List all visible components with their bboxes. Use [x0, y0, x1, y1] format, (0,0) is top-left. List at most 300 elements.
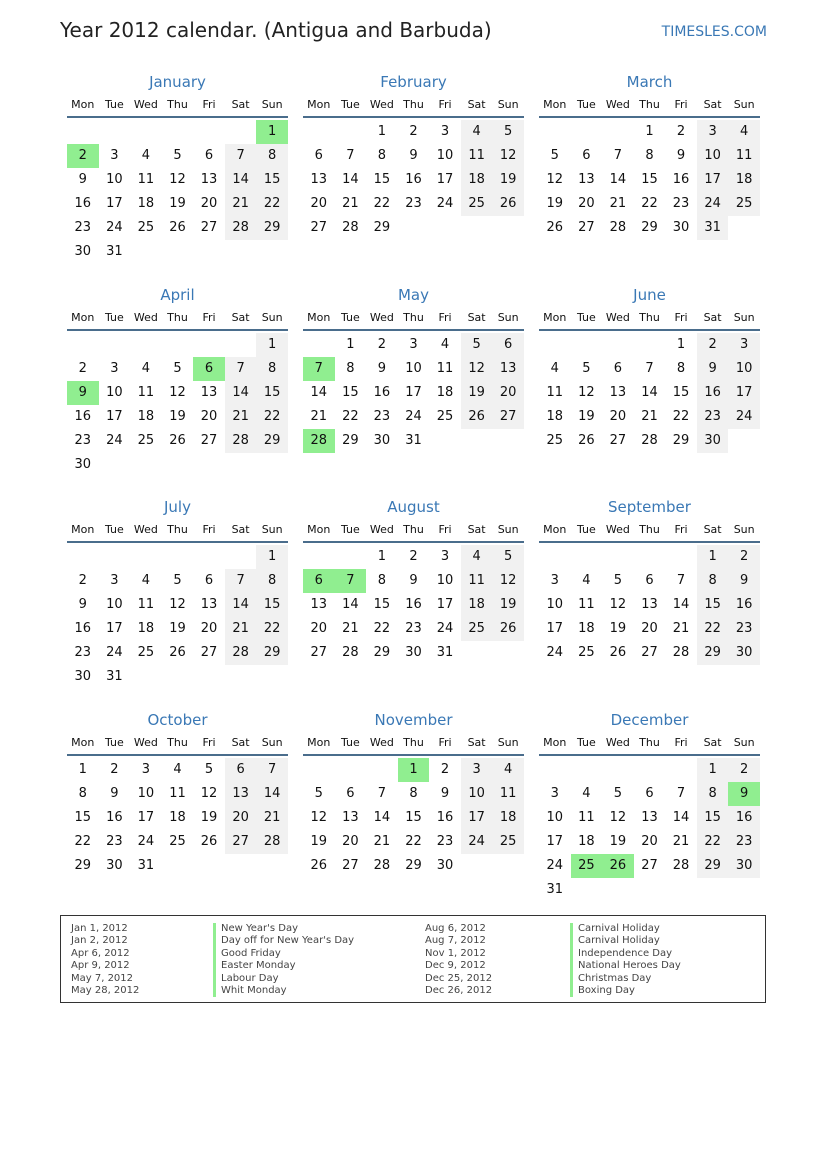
weekday-label: Thu	[639, 523, 660, 536]
day-cell: 13	[641, 597, 658, 612]
weekday-label: Sun	[733, 736, 755, 749]
week-row	[303, 758, 524, 782]
empty-cell	[539, 758, 571, 782]
day-cell: 3	[440, 124, 450, 139]
day-cell: 11	[461, 144, 493, 168]
day-cell: 24	[461, 830, 493, 854]
weekday-label: Fri	[202, 736, 216, 749]
weekday-label: Fri	[674, 523, 688, 536]
empty-cell	[193, 333, 225, 357]
day-cell: 12	[492, 569, 524, 593]
day-cell: 15	[256, 168, 288, 192]
day-cell: 3	[409, 337, 418, 352]
day-cell: 1	[645, 124, 654, 139]
day-cell: 19	[169, 409, 186, 424]
weekday-label: Mon	[307, 523, 331, 536]
day-cell: 6	[303, 569, 335, 593]
day-cell: 7	[676, 786, 686, 801]
empty-cell	[225, 854, 257, 878]
day-cell: 10	[106, 172, 123, 187]
weekday-label: Thu	[403, 311, 424, 324]
week-row	[303, 144, 524, 168]
day-cell: 9	[409, 148, 418, 163]
empty-cell	[303, 758, 335, 782]
day-cell: 31	[106, 669, 123, 684]
day-cell: 6	[582, 148, 591, 163]
weekday-label: Tue	[340, 736, 360, 749]
weekday-header	[67, 519, 288, 543]
day-cell: 28	[225, 216, 257, 240]
weekday-header	[67, 732, 288, 756]
week-row	[539, 758, 760, 782]
month-january	[67, 72, 288, 264]
week-row	[67, 758, 288, 782]
day-cell: 5	[314, 786, 323, 801]
holiday-date: May 7, 2012	[71, 972, 134, 984]
holiday-list	[60, 915, 766, 1003]
day-cell: 30	[672, 220, 690, 235]
empty-cell	[335, 545, 367, 569]
day-cell: 10	[546, 597, 564, 612]
day-cell: 23	[74, 645, 92, 660]
day-cell: 6	[613, 361, 623, 376]
weekday-label: Sun	[733, 311, 755, 324]
day-cell: 31	[546, 882, 564, 897]
weekday-header	[303, 519, 524, 543]
weekday-label: Sun	[261, 311, 283, 324]
day-cell: 22	[74, 834, 92, 849]
day-cell: 8	[377, 148, 387, 163]
weekday-label: Mon	[71, 736, 95, 749]
day-cell: 3	[728, 333, 760, 357]
empty-cell	[366, 758, 398, 782]
day-cell: 18	[169, 810, 186, 825]
day-cell: 28	[609, 220, 627, 235]
empty-cell	[162, 453, 194, 477]
week-row	[67, 545, 288, 569]
holiday-date: Aug 7, 2012	[425, 935, 486, 947]
day-cell: 15	[342, 385, 359, 400]
weekday-label: Thu	[167, 736, 188, 749]
day-cell: 25	[461, 617, 493, 641]
week-row	[539, 357, 760, 381]
day-cell: 28	[342, 220, 359, 235]
day-cell: 23	[373, 409, 391, 424]
weekday-label: Fri	[674, 311, 688, 324]
day-cell: 14	[672, 597, 690, 612]
day-cell: 24	[405, 409, 422, 424]
day-cell: 4	[141, 148, 151, 163]
empty-cell	[492, 641, 524, 665]
weekday-label: Wed	[133, 311, 158, 324]
day-cell: 11	[461, 569, 493, 593]
day-cell: 9	[728, 569, 760, 593]
empty-cell	[602, 120, 634, 144]
week-row	[303, 641, 524, 665]
month-september	[539, 497, 760, 665]
day-cell: 30	[405, 645, 422, 660]
day-cell: 27	[200, 220, 218, 235]
holiday-names-left	[213, 923, 354, 997]
day-cell: 4	[461, 120, 493, 144]
day-cell: 20	[342, 834, 359, 849]
day-cell: 20	[609, 409, 627, 424]
weekday-header	[67, 307, 288, 331]
day-cell: 24	[436, 196, 454, 211]
day-cell: 7	[346, 148, 355, 163]
day-cell: 3	[110, 573, 119, 588]
day-cell: 10	[106, 385, 123, 400]
week-row	[67, 782, 288, 806]
weekday-label: Sat	[467, 523, 486, 536]
month-name: July	[164, 498, 191, 516]
weekday-label: Mon	[71, 311, 95, 324]
day-cell: 19	[200, 810, 218, 825]
empty-cell	[130, 120, 162, 144]
day-cell: 19	[492, 593, 524, 617]
day-cell: 18	[137, 621, 155, 636]
empty-cell	[539, 545, 571, 569]
day-cell: 14	[256, 782, 288, 806]
holiday-date: Dec 25, 2012	[425, 972, 493, 984]
weekday-label: Tue	[576, 311, 596, 324]
week-row	[67, 429, 288, 453]
day-cell: 25	[137, 220, 155, 235]
week-row	[67, 453, 288, 477]
day-cell: 25	[436, 409, 454, 424]
day-cell: 5	[492, 545, 524, 569]
day-cell: 20	[641, 834, 658, 849]
weekday-label: Thu	[639, 98, 660, 111]
day-cell: 14	[609, 172, 627, 187]
week-row	[303, 357, 524, 381]
day-cell: 18	[461, 593, 493, 617]
day-cell: 22	[256, 617, 288, 641]
day-cell: 12	[310, 810, 328, 825]
day-cell: 24	[546, 645, 564, 660]
empty-cell	[225, 240, 257, 264]
day-cell: 25	[728, 192, 760, 216]
day-cell: 16	[728, 593, 760, 617]
day-cell: 31	[436, 645, 454, 660]
day-cell: 13	[310, 172, 328, 187]
day-cell: 30	[74, 669, 92, 684]
day-cell: 13	[200, 385, 218, 400]
day-cell: 13	[641, 810, 658, 825]
weekday-label: Tue	[104, 736, 124, 749]
day-cell: 21	[342, 621, 359, 636]
empty-cell	[225, 120, 257, 144]
day-cell: 28	[225, 641, 257, 665]
day-cell: 6	[204, 148, 214, 163]
day-cell: 6	[492, 333, 524, 357]
day-cell: 25	[571, 854, 603, 878]
weekday-label: Sun	[261, 736, 283, 749]
day-cell: 30	[74, 457, 92, 472]
empty-cell	[461, 216, 493, 240]
day-cell: 28	[373, 858, 391, 873]
weekday-header	[303, 94, 524, 118]
weekday-label: Sun	[733, 523, 755, 536]
day-cell: 19	[578, 409, 595, 424]
day-cell: 11	[578, 810, 595, 825]
day-cell: 12	[492, 144, 524, 168]
day-cell: 9	[409, 573, 418, 588]
day-cell: 14	[225, 593, 257, 617]
empty-cell	[697, 878, 729, 902]
day-cell: 12	[200, 786, 218, 801]
day-cell: 1	[256, 120, 288, 144]
month-name: January	[149, 73, 206, 91]
day-cell: 20	[200, 621, 218, 636]
day-cell: 9	[440, 786, 450, 801]
weekday-label: Fri	[438, 311, 452, 324]
day-cell: 1	[697, 758, 729, 782]
holiday-name: National Heroes Day	[570, 960, 681, 972]
week-row	[303, 782, 524, 806]
month-name: May	[397, 286, 429, 304]
day-cell: 23	[697, 405, 729, 429]
day-cell: 22	[697, 617, 729, 641]
week-row	[303, 854, 524, 878]
day-cell: 8	[697, 569, 729, 593]
day-cell: 22	[256, 405, 288, 429]
day-cell: 25	[137, 433, 155, 448]
day-cell: 31	[405, 433, 422, 448]
day-cell: 6	[346, 786, 355, 801]
weekday-label: Wed	[605, 523, 630, 536]
day-cell: 1	[676, 337, 686, 352]
day-cell: 19	[461, 381, 493, 405]
day-cell: 13	[310, 597, 328, 612]
day-cell: 27	[200, 645, 218, 660]
day-cell: 11	[546, 385, 564, 400]
day-cell: 18	[578, 621, 595, 636]
day-cell: 25	[492, 830, 524, 854]
day-cell: 30	[106, 858, 123, 873]
holiday-date: Dec 26, 2012	[425, 984, 493, 996]
day-cell: 4	[461, 545, 493, 569]
day-cell: 24	[697, 192, 729, 216]
week-row	[67, 617, 288, 641]
day-cell: 13	[200, 597, 218, 612]
weekday-label: Sat	[703, 98, 722, 111]
empty-cell	[492, 854, 524, 878]
day-cell: 12	[578, 385, 595, 400]
weekday-label: Mon	[543, 736, 567, 749]
day-cell: 21	[609, 196, 627, 211]
week-row	[303, 593, 524, 617]
day-cell: 24	[546, 858, 564, 873]
weekday-label: Sun	[497, 523, 519, 536]
holiday-date: Aug 6, 2012	[425, 923, 486, 934]
day-cell: 16	[74, 409, 92, 424]
empty-cell	[67, 120, 99, 144]
day-cell: 26	[578, 433, 595, 448]
day-cell: 8	[256, 357, 288, 381]
weekday-label: Mon	[543, 523, 567, 536]
day-cell: 30	[436, 858, 454, 873]
month-march	[539, 72, 760, 240]
day-cell: 5	[613, 573, 623, 588]
week-row	[539, 854, 760, 878]
weekday-header	[303, 307, 524, 331]
day-cell: 5	[173, 148, 182, 163]
day-cell: 31	[106, 244, 123, 259]
day-cell: 25	[578, 645, 595, 660]
empty-cell	[99, 453, 131, 477]
day-cell: 17	[546, 834, 564, 849]
day-cell: 15	[672, 385, 690, 400]
day-cell: 5	[613, 786, 623, 801]
day-cell: 28	[672, 645, 690, 660]
day-cell: 6	[204, 573, 214, 588]
holiday-name: Independence Day	[570, 948, 681, 960]
weekday-label: Sat	[231, 311, 250, 324]
weekday-label: Sun	[261, 523, 283, 536]
weekday-label: Thu	[403, 523, 424, 536]
day-cell: 21	[310, 409, 328, 424]
empty-cell	[256, 240, 288, 264]
day-cell: 8	[256, 144, 288, 168]
holiday-name: Easter Monday	[213, 960, 354, 972]
day-cell: 22	[256, 192, 288, 216]
empty-cell	[99, 545, 131, 569]
day-cell: 3	[440, 549, 450, 564]
day-cell: 11	[436, 361, 454, 376]
day-cell: 4	[492, 758, 524, 782]
day-cell: 31	[137, 858, 155, 873]
day-cell: 17	[137, 810, 155, 825]
day-cell: 27	[641, 645, 658, 660]
day-cell: 5	[173, 573, 182, 588]
empty-cell	[728, 429, 760, 453]
day-cell: 29	[697, 641, 729, 665]
day-cell: 28	[256, 830, 288, 854]
day-cell: 4	[728, 120, 760, 144]
day-cell: 30	[728, 641, 760, 665]
week-row	[539, 429, 760, 453]
day-cell: 29	[405, 858, 422, 873]
day-cell: 25	[546, 433, 564, 448]
day-cell: 8	[256, 569, 288, 593]
empty-cell	[461, 429, 493, 453]
day-cell: 19	[169, 621, 186, 636]
day-cell: 23	[728, 617, 760, 641]
day-cell: 8	[409, 786, 418, 801]
day-cell: 1	[256, 333, 288, 357]
week-row	[539, 192, 760, 216]
day-cell: 5	[204, 762, 214, 777]
empty-cell	[571, 758, 603, 782]
day-cell: 10	[697, 144, 729, 168]
weekday-label: Sat	[467, 311, 486, 324]
day-cell: 2	[78, 361, 87, 376]
site-link[interactable]: TIMESLES.COM	[661, 24, 767, 40]
day-cell: 23	[672, 196, 690, 211]
day-cell: 16	[106, 810, 123, 825]
holiday-name: Christmas Day	[570, 973, 681, 985]
week-row	[67, 641, 288, 665]
weekday-label: Fri	[202, 523, 216, 536]
weekday-label: Wed	[133, 523, 158, 536]
day-cell: 5	[173, 361, 182, 376]
empty-cell	[130, 665, 162, 689]
day-cell: 28	[303, 429, 335, 453]
month-name: August	[387, 498, 440, 516]
empty-cell	[602, 545, 634, 569]
day-cell: 20	[641, 621, 658, 636]
day-cell: 7	[335, 569, 367, 593]
day-cell: 23	[728, 830, 760, 854]
week-row	[539, 168, 760, 192]
day-cell: 15	[256, 593, 288, 617]
week-row	[539, 569, 760, 593]
day-cell: 27	[200, 433, 218, 448]
empty-cell	[728, 878, 760, 902]
empty-cell	[99, 333, 131, 357]
weekday-label: Tue	[104, 523, 124, 536]
weekday-label: Tue	[340, 523, 360, 536]
holiday-name: New Year's Day	[213, 923, 354, 935]
empty-cell	[398, 216, 430, 240]
day-cell: 9	[67, 381, 99, 405]
empty-cell	[634, 333, 666, 357]
empty-cell	[602, 758, 634, 782]
holiday-date: Nov 1, 2012	[425, 947, 486, 959]
week-row	[539, 216, 760, 240]
week-row	[303, 216, 524, 240]
day-cell: 4	[141, 573, 151, 588]
weekday-label: Thu	[403, 736, 424, 749]
day-cell: 7	[225, 357, 257, 381]
day-cell: 18	[137, 196, 155, 211]
empty-cell	[429, 429, 461, 453]
weekday-label: Fri	[438, 98, 452, 111]
day-cell: 22	[373, 196, 391, 211]
day-cell: 8	[676, 361, 686, 376]
day-cell: 11	[728, 144, 760, 168]
weekday-label: Sat	[231, 98, 250, 111]
month-july	[67, 497, 288, 689]
day-cell: 28	[672, 858, 690, 873]
empty-cell	[303, 120, 335, 144]
empty-cell	[665, 545, 697, 569]
holiday-date: Dec 9, 2012	[425, 960, 486, 972]
empty-cell	[303, 333, 335, 357]
day-cell: 12	[609, 597, 627, 612]
day-cell: 2	[676, 124, 686, 139]
day-cell: 29	[373, 645, 391, 660]
day-cell: 10	[728, 357, 760, 381]
weekday-label: Fri	[674, 98, 688, 111]
day-cell: 14	[310, 385, 328, 400]
day-cell: 30	[728, 854, 760, 878]
holiday-name: Labour Day	[213, 973, 354, 985]
empty-cell	[99, 120, 131, 144]
day-cell: 14	[373, 810, 391, 825]
day-cell: 21	[342, 196, 359, 211]
day-cell: 27	[492, 405, 524, 429]
day-cell: 18	[436, 385, 454, 400]
day-cell: 14	[641, 385, 658, 400]
day-cell: 12	[546, 172, 564, 187]
month-name: April	[160, 286, 195, 304]
day-cell: 15	[697, 806, 729, 830]
day-cell: 29	[672, 433, 690, 448]
empty-cell	[225, 333, 257, 357]
day-cell: 18	[546, 409, 564, 424]
